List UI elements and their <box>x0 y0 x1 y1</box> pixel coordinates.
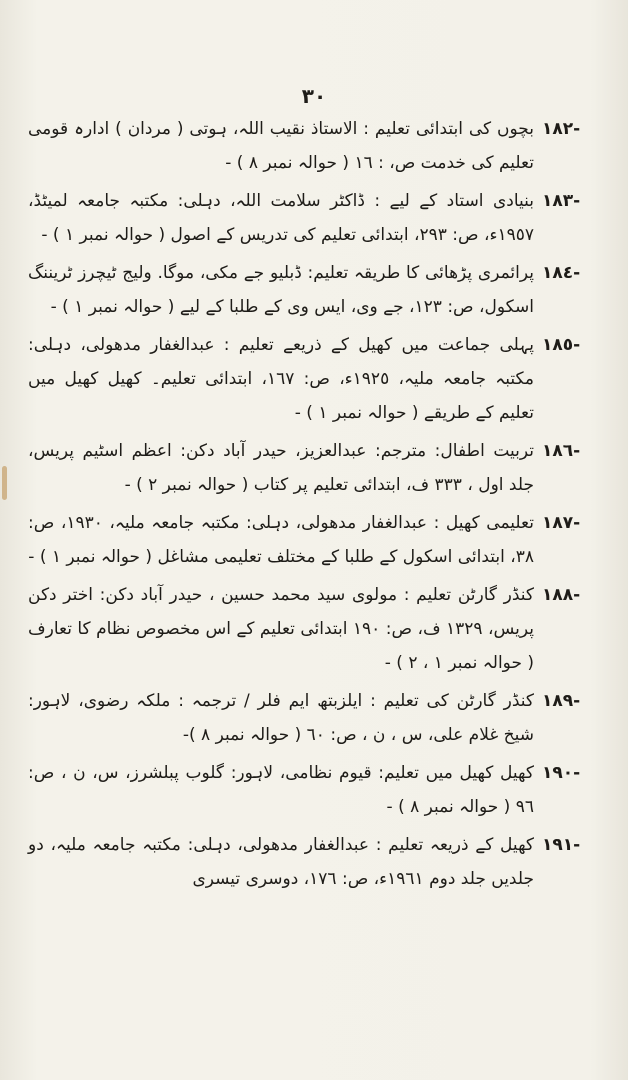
entry-number: ١٨٦- <box>542 441 581 461</box>
entry-text: کنڈر گارٹن تعلیم : مولوی سید محمد حسین ، حیدر آباد دکن: اختر دکن پریس، ١٣٢٩ ف، ص: ١٩٠ ابتدائی تعلیم کے اس مخصوص نظام کا تعارف ( حوالہ نمبر ١ ، ٢ ) - <box>28 585 534 673</box>
entry-text: کھیل کے ذریعہ تعلیم : عبدالغفار مدھولی، دہلی: مکتبہ جامعہ ملیہ، دو جلدیں جلد دوم ١٩٦١ء، ص: ١٧٦، دوسری تیسری <box>28 835 534 889</box>
entry-text: تعلیمی کھیل : عبدالغفار مدھولی، دہلی: مکتبہ جامعہ ملیہ، ١٩٣٠، ص: ٣٨، ابتدائی اسکول کے طلبا کے مختلف تعلیمی مشاغل ( حوالہ نمبر ١ ) - <box>28 513 534 567</box>
bibliography-entry-189 <box>28 684 600 752</box>
bibliography-entry-190 <box>28 756 600 824</box>
bibliography-entry-183 <box>28 184 600 252</box>
entry-number: ١٨٤- <box>542 263 581 283</box>
bibliography-entry-182 <box>28 112 600 180</box>
entry-number: ١٨٥- <box>542 335 581 355</box>
bibliography-entry-185 <box>28 328 600 430</box>
entry-number: ١٨٧- <box>542 513 581 533</box>
bibliography-entry-191 <box>28 828 600 896</box>
entry-number: ١٩١- <box>542 835 581 855</box>
entry-text: پرائمری پڑھائی کا طریقہ تعلیم: ڈبلیو جے مکی، موگا. ولیج ٹیچرز ٹریننگ اسکول، ص: ١٢٣، جے وی، ایس وی کے طلبا کے لیے ( حوالہ نمبر ١ ) - <box>28 263 534 317</box>
entry-text: کھیل کھیل میں تعلیم: قیوم نظامی، لاہور: گلوب پبلشرز، س، ن ، ص: ٩٦ ( حوالہ نمبر ٨ ) - <box>28 763 534 817</box>
entry-number: ١٨٩- <box>542 691 581 711</box>
bibliography-entry-187 <box>28 506 600 574</box>
page-stain <box>2 466 7 500</box>
bibliography-entry-186 <box>28 434 600 502</box>
entry-text: پہلی جماعت میں کھیل کے ذریعے تعلیم : عبدالغفار مدھولی، دہلی: مکتبہ جامعہ ملیہ، ١٩٢٥ء، ص: ١٦٧، ابتدائی تعلیم۔ کھیل کھیل میں تعلیم کے طریقے ( حوالہ نمبر ١ ) - <box>28 335 534 423</box>
entry-number: ١٩٠- <box>542 763 581 783</box>
entry-text: تربیت اطفال: مترجم: عبدالعزیز، حیدر آباد دکن: اعظم اسٹیم پریس، جلد اول ، ٣٣٣ ف، ابتدائی تعلیم پر کتاب ( حوالہ نمبر ٢ ) - <box>28 441 534 495</box>
entry-number: ١٨٢- <box>542 119 581 139</box>
bibliography-list <box>28 112 600 900</box>
entry-text: بنیادی استاد کے لیے : ڈاکٹر سلامت اللہ، دہلی: مکتبہ جامعہ لمیٹڈ، ١٩٥٧ء، ص: ٢٩٣، ابتدائی تعلیم کی تدریس کے اصول ( حوالہ نمبر ١ ) - <box>28 191 534 245</box>
entry-text: بچوں کی ابتدائی تعلیم : الاستاذ نقیب اللہ، ہوتی ( مردان ) ادارہ قومی تعلیم کی خدمت ص، : ١٦ ( حوالہ نمبر ٨ ) - <box>28 119 534 173</box>
entry-text: کنڈر گارٹن کی تعلیم : ایلزبتھ ایم فلر / ترجمہ : ملکہ رضوی، لاہور: شیخ غلام علی، س ، ن ، ص: ٦٠ ( حوالہ نمبر ٨ )- <box>28 691 534 745</box>
entry-number: ١٨٣- <box>542 191 581 211</box>
entry-number: ١٨٨- <box>542 585 581 605</box>
bibliography-entry-184 <box>28 256 600 324</box>
bibliography-entry-188 <box>28 578 600 680</box>
page-number: ٣٠ <box>301 84 327 108</box>
